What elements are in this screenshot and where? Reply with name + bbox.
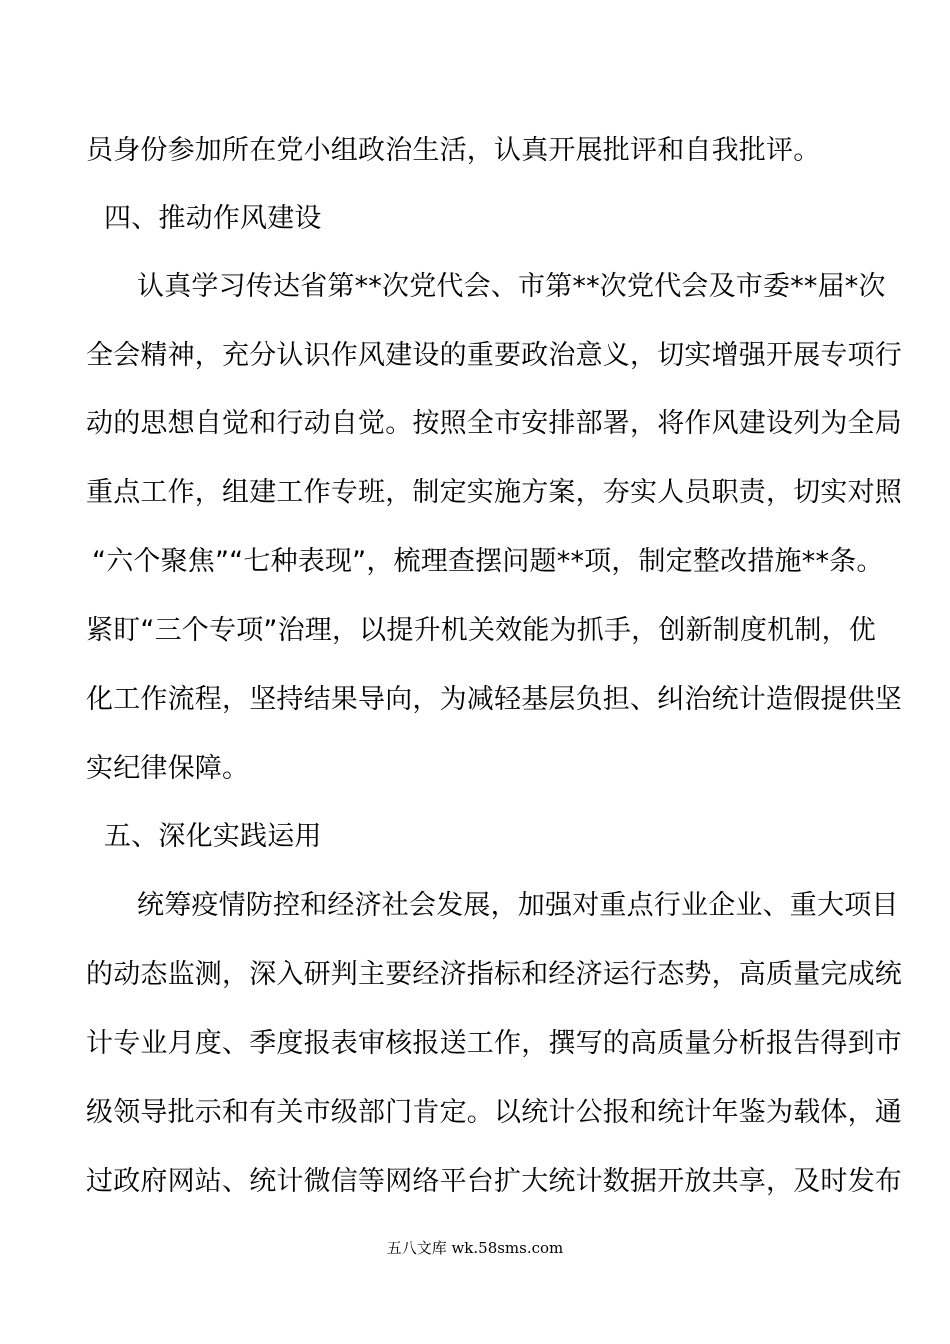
body-text-line: 级领导批示和有关市级部门肯定。以统计公报和统计年鉴为载体，通 (86, 1097, 902, 1128)
section-heading-5: 五、深化实践运用 (104, 821, 322, 852)
body-text-line: 紧盯“三个专项”治理，以提升机关效能为抓手，创新制度机制，优 (86, 615, 876, 646)
section-heading-4: 四、推动作风建设 (104, 203, 322, 234)
body-text-line: 动的思想自觉和行动自觉。按照全市安排部署，将作风建设列为全局 (86, 408, 902, 439)
body-text-line: 全会精神，充分认识作风建设的重要政治意义，切实增强开展专项行 (86, 340, 902, 371)
footer-watermark: 五八文库 wk.58sms.com (386, 1239, 564, 1257)
paragraph-first-line: 统筹疫情防控和经济社会发展，加强对重点行业企业、重大项目 (137, 890, 899, 921)
paragraph-first-line: 认真学习传达省第**次党代会、市第**次党代会及市委**届*次 (137, 271, 886, 302)
body-text-line: “六个聚焦”“七种表现”，梳理查摆问题**项，制定整改措施**条。 (92, 546, 884, 577)
body-text-line: 实纪律保障。 (86, 753, 250, 784)
body-text-line: 化工作流程，坚持结果导向，为减轻基层负担、纠治统计造假提供坚 (86, 684, 902, 715)
body-text-line: 员身份参加所在党小组政治生活，认真开展批评和自我批评。 (86, 135, 821, 166)
body-text-line: 的动态监测，深入研判主要经济指标和经济运行态势，高质量完成统 (86, 959, 902, 990)
body-text-line: 重点工作，组建工作专班，制定实施方案，夯实人员职责，切实对照 (86, 477, 902, 508)
body-text-line: 计专业月度、季度报表审核报送工作，撰写的高质量分析报告得到市 (86, 1028, 902, 1059)
body-text-line: 过政府网站、统计微信等网络平台扩大统计数据开放共享，及时发布 (86, 1166, 902, 1197)
